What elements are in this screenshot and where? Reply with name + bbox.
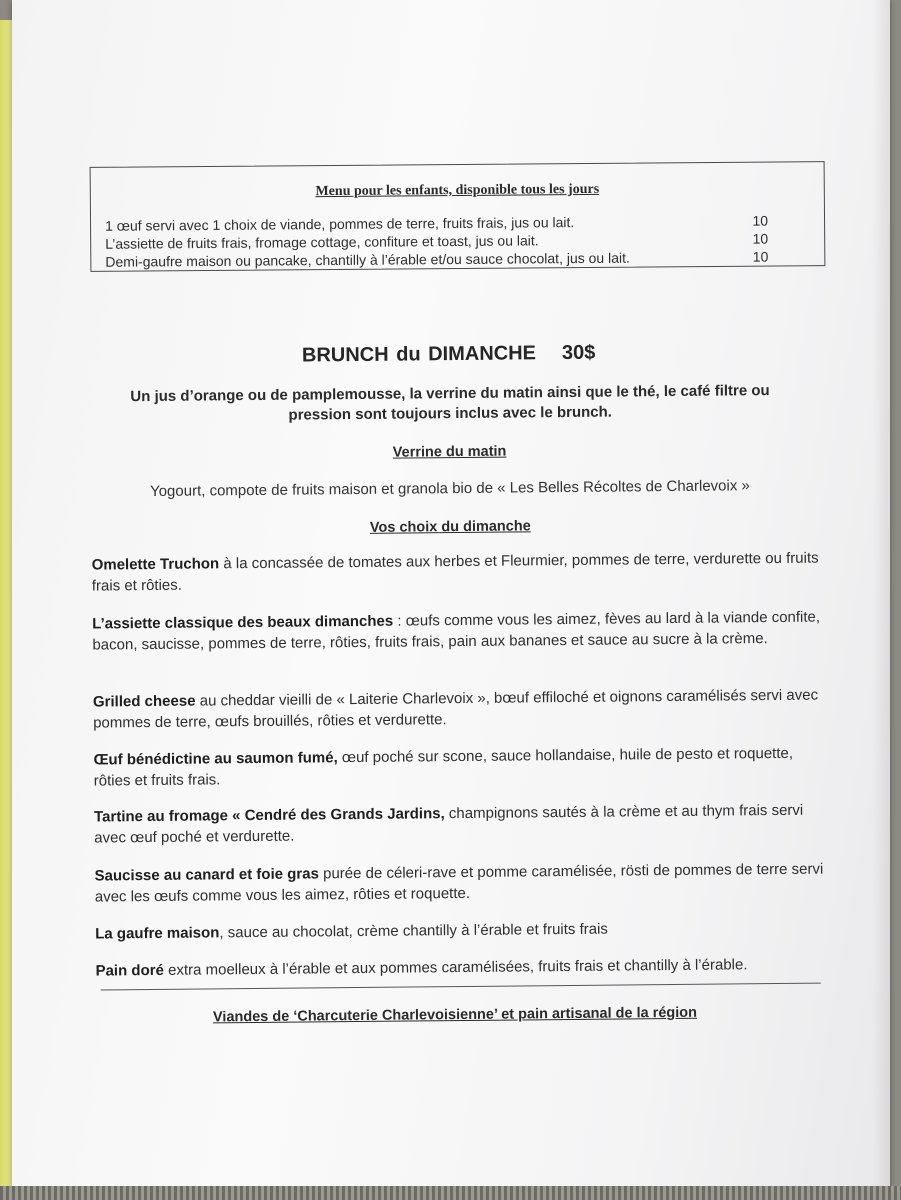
choices-title: Vos choix du dimanche bbox=[369, 518, 531, 536]
kids-item-price: 10 bbox=[752, 230, 769, 247]
kids-item-price: 10 bbox=[752, 212, 769, 229]
menu-item-name: Saucisse au canard et foie gras bbox=[94, 865, 319, 885]
menu-item bbox=[95, 953, 835, 981]
kids-menu-title: Menu pour les enfants, disponible tous les jours bbox=[315, 181, 600, 200]
divider bbox=[101, 983, 821, 991]
menu-item-name: L’assiette classique des beaux dimanches bbox=[92, 612, 394, 633]
menu-item-desc: au cheddar vieilli de « Laiterie Charlevoix », bœuf effiloché et oignons caramélisés servi avec pommes de terre, œufs brouillés, rôties et verdurette. bbox=[93, 686, 819, 732]
menu-item bbox=[95, 916, 835, 944]
menu-item-name: Tartine au fromage « Cendré des Grands Jardins, bbox=[93, 805, 445, 826]
menu-item-name: Grilled cheese bbox=[92, 692, 196, 711]
kids-item-desc: 1 œuf servi avec 1 choix de viande, pommes de terre, fruits frais, jus ou lait. bbox=[104, 214, 575, 234]
menu-item-desc: à la concassée de tomates aux herbes et Fleurmier, pommes de terre, verdurette ou fruits frais et rôties. bbox=[91, 549, 819, 595]
menu-item-desc: champignons sautés à la crème et au thym frais servi avec œuf poché et verdurette. bbox=[94, 801, 804, 847]
menu-item bbox=[92, 606, 832, 655]
menu-item-desc: , sauce au chocolat, crème chantilly à l’érable et fruits frais bbox=[219, 920, 608, 942]
menu-item-name: Pain doré bbox=[95, 961, 164, 980]
charcuterie-title: Viandes de ‘Charcuterie Charlevoisienne’ et pain artisanal de la région bbox=[212, 1004, 698, 1026]
menu-item-name: La gaufre maison bbox=[95, 924, 220, 943]
menu-item bbox=[92, 547, 832, 596]
menu-item-name: Œuf bénédictine au saumon fumé, bbox=[93, 749, 338, 769]
menu-item-name: Omelette Truchon bbox=[91, 555, 220, 574]
menu-item bbox=[93, 684, 833, 733]
menu-item bbox=[94, 799, 834, 848]
kids-item-price: 10 bbox=[752, 248, 769, 265]
menu-item-desc: extra moelleux à l’érable et aux pommes caramélisées, fruits frais et chantilly à l’érable. bbox=[163, 956, 748, 979]
menu-sheet bbox=[12, 0, 890, 1190]
menu-item-desc: : œufs comme vous les aimez, fèves au lard à la viande confite, bacon, saucisse, pommes de terre, rôties, fruits frais, pain aux bananes et sauce au sucre à la crème. bbox=[92, 608, 821, 654]
brunch-intro: Un jus d’orange ou de pamplemousse, la verrine du matin ainsi que le thé, le café filtre ou pression sont toujours inclus avec le brunch. bbox=[130, 382, 770, 424]
menu-item-desc: purée de céleri-rave et pomme caramélisée, rösti de pommes de terre servi avec les œufs comme vous les aimez, rôties et roquette. bbox=[94, 860, 824, 906]
brunch-price: 30$ bbox=[561, 341, 596, 365]
verrine-desc: Yogourt, compote de fruits maison et granola bio de « Les Belles Récoltes de Charlevoix » bbox=[149, 477, 750, 500]
brunch-section bbox=[6, 0, 895, 1194]
menu-item bbox=[95, 858, 835, 907]
kids-item-desc: L’assiette de fruits frais, fromage cottage, confiture et toast, jus ou lait. bbox=[105, 232, 539, 252]
menu-item bbox=[93, 742, 833, 791]
brunch-title bbox=[10, 339, 888, 370]
brunch-title-text: BRUNCH du DIMANCHE bbox=[301, 342, 537, 367]
table-surface bbox=[0, 1186, 901, 1200]
verrine-title: Verrine du matin bbox=[392, 443, 507, 461]
menu-item-desc: œuf poché sur scone, sauce hollandaise, huile de pesto et roquette, rôties et fruits frais. bbox=[93, 744, 794, 790]
kids-item-desc: Demi-gaufre maison ou pancake, chantilly à l’érable et/ou sauce chocolat, jus ou lait. bbox=[105, 249, 630, 270]
